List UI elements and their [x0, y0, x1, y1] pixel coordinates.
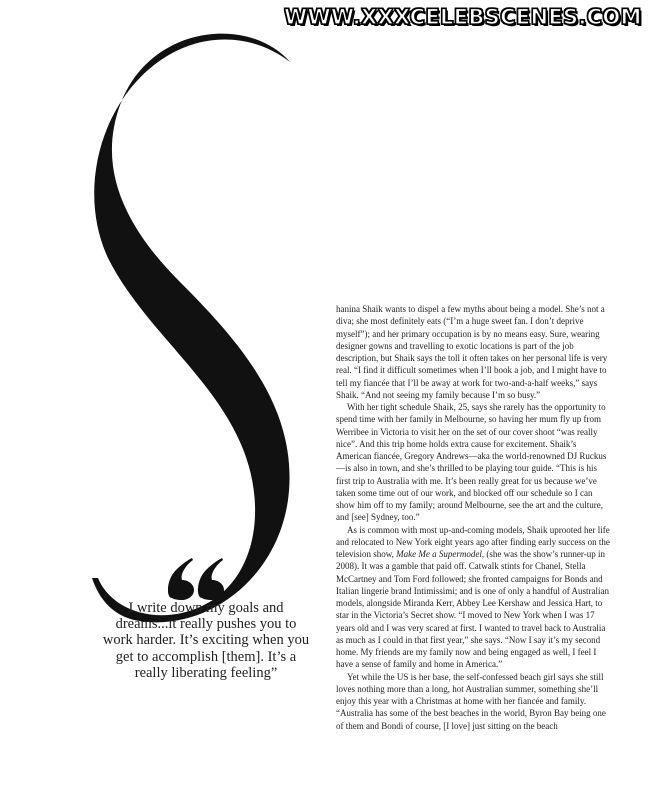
opening-quote-icon — [168, 552, 228, 602]
pullquote-quote-mark-icon — [168, 552, 228, 602]
article-body — [336, 303, 612, 732]
pullquote-text: I write down my goals and dreams...it really pushes you to work harder. It’s exciting when you get to accomplish [them]. It’s a really liberating feeling” — [102, 600, 310, 681]
drop-cap-letter — [82, 22, 312, 642]
article-text: As is common with most up-and-coming models, Shaik uprooted her life and relocated to New York eight years ago after finding early success on the television show, — [336, 524, 610, 559]
drop-cap — [82, 22, 312, 642]
article-paragraph: Yet while the US is her base, the self-confessed beach girl says she still loves nothing more than a long, hot Australian summer, something she’ll enjoy this year with a Christmas at home with her fiancée and family. “Australia has some of the best beaches in the world, Byron Bay being one of them and Bondi of course, [I love] just sitting on the beach — [336, 671, 606, 731]
show-title: Make Me a Supermodel — [396, 549, 482, 559]
article-text: , (she was the show’s runner-up in 2008). It was a gamble that paid off. Catwalk stints for Chanel, Stella McCartney and Tom Ford followed; she fronted campaigns for Bonds and Italian lingerie brand Intimissimi; and is one of only a handful of Australian models, alongside Miranda Kerr, Abbey Lee Kershaw and Jessica Hart, to star in the Victoria’s Secret show. “I moved to New York when I was 17 years old and I was very scared at first. I wanted to travel back to Australia as much as I could in that first year,” she says. “Now I say it’s my second home. My friends are my family now and being engaged as well, I feel I have a sense of family and home in America.” — [336, 549, 609, 670]
article-paragraph — [336, 524, 612, 671]
article-paragraph: With her tight schedule Shaik, 25, says she rarely has the opportunity to spend time with her family in Melbourne, so having her mum fly up from Werribee in Victoria to visit her on the set of our cover shoot “was really nice”. And this trip home holds extra cause for excitement. Shaik’s American fiancée, Gregory Andrews—aka the world-renowned DJ Ruckus—is also in town, and she’s thrilled to be playing tour guide. “This is his first trip to Australia with me. It’s been really great for us because we’ve taken some time out of our work, and blocked off our schedule so I can show him off to my family; around Melbourne, see the art and the culture, and [see] Sydney, too.” — [336, 402, 607, 523]
watermark: WWW.XXXCELEBSCENES.COM — [284, 5, 642, 29]
article-paragraph: hanina Shaik wants to dispel a few myths about being a model. She’s not a diva; she most definitely eats (“I’m a huge sweet fan. I don’t deprive myself”); and her primary occupation is by no means easy. Sure, wearing designer gowns and travelling to exotic locations is part of the job description, but Shaik says the toll it often takes on her personal life is very real. “I find it difficult sometimes when I’ll book a job, and I might have to tell my fiancée that I’ll be away at work for two-and-a-half weeks,” says Shaik. “And not seeing my family because I’m so busy.” — [336, 304, 608, 400]
